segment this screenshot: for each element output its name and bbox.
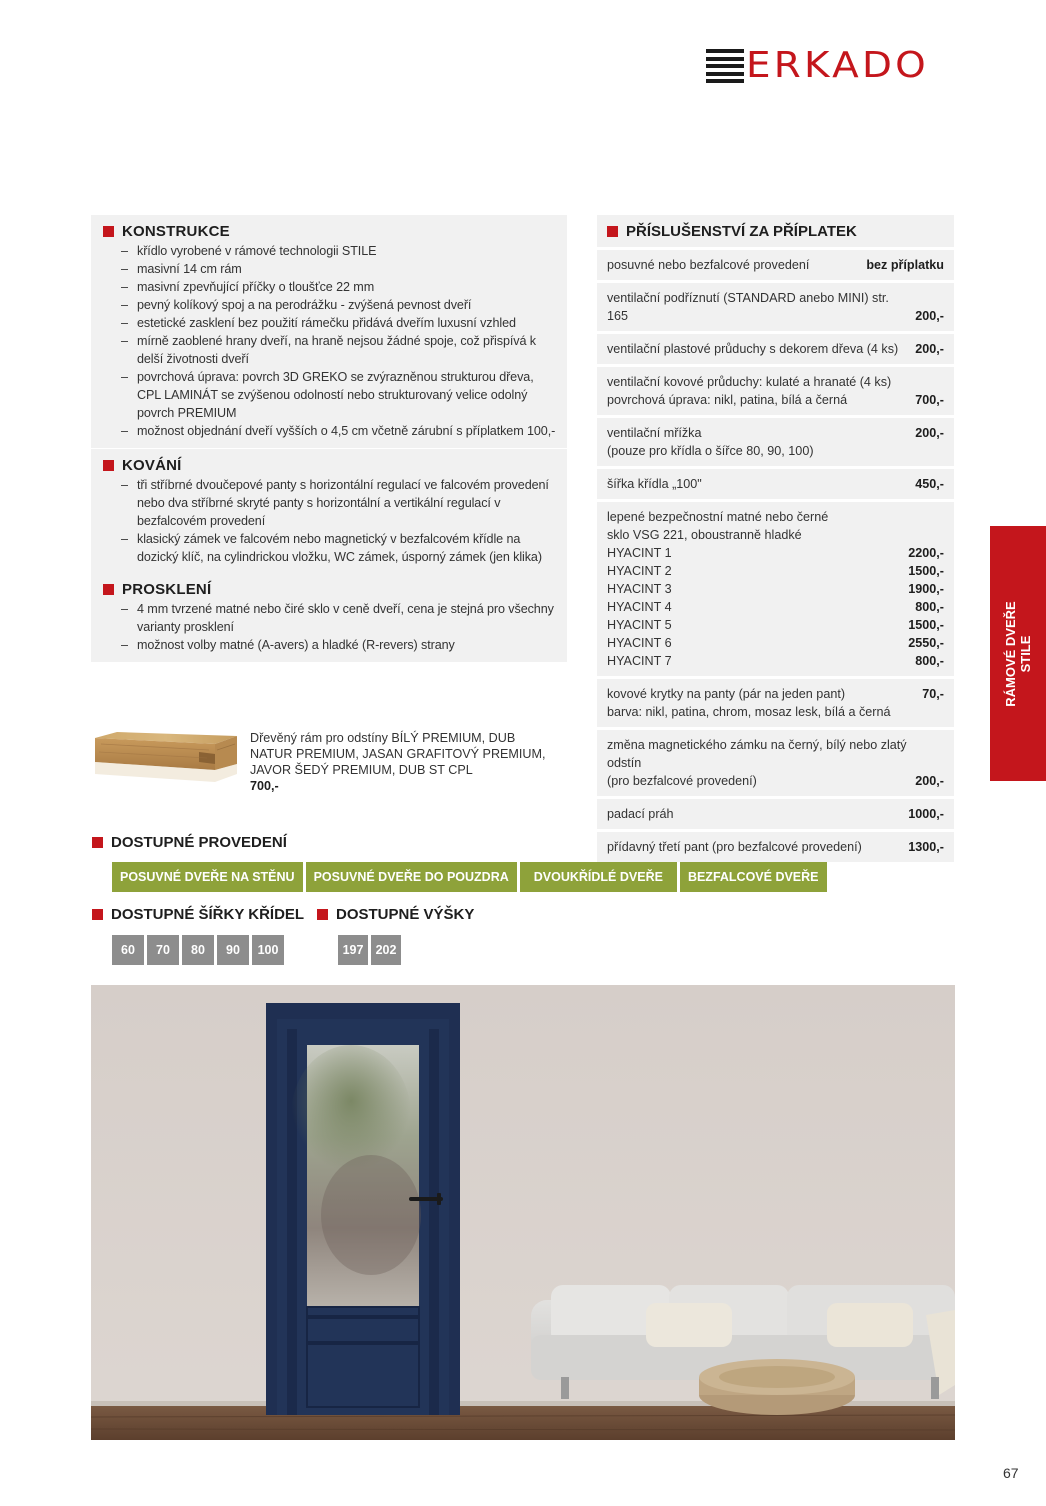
accessory-label: ventilační podříznutí (STANDARD anebo MINI) str. 165 (607, 291, 889, 323)
accessory-label: ventilační kovové průduchy: kulaté a hranaté (4 ks) povrchová úprava: nikl, patina, bílá a černá (607, 375, 892, 407)
hardware-section (91, 449, 567, 574)
heights-chips (338, 935, 401, 965)
list-item: – možnost objednání dveří vyšších o 4,5 cm včetně zárubní s příplatkem 100,- (121, 422, 557, 440)
frame-note-text: Dřevěný rám pro odstíny BÍLÝ PREMIUM, DUB NATUR PREMIUM, JASAN GRAFITOVÝ PREMIUM, JAVOR ŠEDÝ PREMIUM, DUB ST CPL (250, 731, 546, 777)
list-item: – masivní zpevňující příčky o tloušťce 22 mm (121, 278, 557, 296)
accessory-price: 200,- (915, 426, 944, 440)
accessory-price: 1000,- (908, 807, 944, 821)
door-interior-photo (91, 985, 955, 1440)
accessory-row (597, 469, 954, 499)
heights-heading (317, 906, 474, 923)
side-tab-line-1: RÁMOVÉ DVEŘE (1003, 600, 1018, 707)
logo-bars-icon (706, 49, 744, 83)
brand-logo (706, 45, 929, 86)
accessory-row (597, 418, 954, 466)
list-item: – masivní 14 cm rám (121, 260, 557, 278)
glazing-list (103, 600, 557, 654)
version-chip: POSUVNÉ DVEŘE NA STĚNU (112, 862, 303, 892)
list-item: – pevný kolíkový spoj a na perodrážku - zvýšená pevnost dveří (121, 296, 557, 314)
accessories-title: PŘÍSLUŠENSTVÍ ZA PŘÍPLATEK (626, 222, 857, 240)
brand-name: ERKADO (746, 45, 929, 86)
glass-item (607, 652, 944, 670)
versions-chips (112, 862, 827, 892)
red-square-icon (103, 226, 114, 237)
red-square-icon (103, 460, 114, 471)
accessory-row (597, 799, 954, 829)
glass-item (607, 598, 944, 616)
glass-price: 1900,- (908, 582, 944, 596)
width-chip: 80 (182, 935, 214, 965)
versions-heading (92, 834, 287, 851)
accessory-label: přídavný třetí pant (pro bezfalcové provedení) (607, 840, 862, 854)
width-chip: 70 (147, 935, 179, 965)
list-item: – možnost volby matné (A-avers) a hladké (R-revers) strany (121, 636, 557, 654)
glass-item (607, 580, 944, 598)
list-item: – povrchová úprava: povrch 3D GREKO se zvýrazněnou strukturou dřeva, CPL LAMINÁT se zvýšenou odolností nebo strukturovaný velice odolný povrch PREMIUM (121, 368, 557, 422)
red-square-icon (317, 909, 328, 920)
width-chip: 100 (252, 935, 284, 965)
glazing-section (91, 573, 567, 662)
accessory-row (597, 367, 954, 415)
glass-label-1: lepené bezpečnostní matné nebo černé (607, 510, 829, 524)
glass-options (597, 502, 954, 676)
glass-price: 800,- (915, 600, 944, 614)
accessory-price: 200,- (915, 309, 944, 323)
glass-item (607, 616, 944, 634)
accessories-panel (597, 215, 954, 865)
glass-name: HYACINT 7 (607, 654, 672, 668)
glazing-title-row (103, 581, 557, 598)
list-item: – klasický zámek ve falcovém nebo magnetický v bezfalcovém křídle na dozický klíč, na cylindrickou vložku, WC zámek, úsporný zámek (jen klika) (121, 530, 557, 566)
accessory-label: změna magnetického zámku na černý, bílý nebo zlatý odstín (pro bezfalcové provedení) (607, 738, 907, 788)
accessory-price: 450,- (915, 477, 944, 491)
construction-title: KONSTRUKCE (122, 223, 230, 240)
version-chip: POSUVNÉ DVEŘE DO POUZDRA (306, 862, 517, 892)
glass-price: 800,- (915, 654, 944, 668)
glass-item (607, 562, 944, 580)
list-item: – estetické zasklení bez použití rámečku přidává dveřím luxusní vzhled (121, 314, 557, 332)
widths-heading (92, 906, 304, 923)
wood-frame-sample-image (91, 730, 239, 790)
accessory-label: ventilační mřížka (pouze pro křídla o šířce 80, 90, 100) (607, 426, 814, 458)
list-item: – 4 mm tvrzené matné nebo čiré sklo v ceně dveří, cena je stejná pro všechny varianty prosklení (121, 600, 557, 636)
frame-note (250, 730, 550, 794)
accessory-label: kovové krytky na panty (pár na jeden pant) barva: nikl, patina, chrom, mosaz lesk, bílá a černá (607, 687, 891, 719)
widths-title: DOSTUPNÉ ŠÍŘKY KŘÍDEL (111, 906, 305, 923)
glass-name: HYACINT 3 (607, 582, 672, 596)
glass-name: HYACINT 6 (607, 636, 672, 650)
list-item: – křídlo vyrobené v rámové technologii STILE (121, 242, 557, 260)
red-square-icon (607, 226, 618, 237)
accessory-price: 70,- (922, 687, 944, 701)
accessory-label: šířka křídla „100" (607, 477, 702, 491)
heights-title: DOSTUPNÉ VÝŠKY (336, 906, 475, 923)
accessory-price: 700,- (915, 393, 944, 407)
glass-name: HYACINT 5 (607, 618, 672, 632)
red-square-icon (92, 909, 103, 920)
red-square-icon (92, 837, 103, 848)
width-chip: 60 (112, 935, 144, 965)
construction-list (103, 242, 557, 440)
width-chip: 90 (217, 935, 249, 965)
versions-title: DOSTUPNÉ PROVEDENÍ (111, 834, 287, 851)
glass-name: HYACINT 4 (607, 600, 672, 614)
red-square-icon (103, 584, 114, 595)
height-chip: 202 (371, 935, 401, 965)
version-chip: BEZFALCOVÉ DVEŘE (680, 862, 827, 892)
frame-note-price: 700,- (250, 779, 279, 793)
accessory-row (597, 250, 954, 280)
glass-name: HYACINT 2 (607, 564, 672, 578)
glass-label-2: sklo VSG 221, oboustranně hladké (607, 528, 802, 542)
height-chip: 197 (338, 935, 368, 965)
list-item: – tři stříbrné dvoučepové panty s horizontální regulací ve falcovém provedení nebo dva stříbrné skryté panty s horizontální a vertikální regulací v bezfalcovém provedení (121, 476, 557, 530)
construction-title-row (103, 223, 557, 240)
accessory-price: 200,- (915, 774, 944, 788)
accessory-price: bez příplatku (866, 258, 944, 272)
glass-price: 2200,- (908, 546, 944, 560)
hardware-title: KOVÁNÍ (122, 457, 182, 474)
glass-name: HYACINT 1 (607, 546, 672, 560)
accessory-row (597, 679, 954, 727)
accessory-row (597, 334, 954, 364)
accessories-title-row (597, 215, 954, 247)
side-tab-text (1003, 534, 1033, 774)
glass-price: 1500,- (908, 564, 944, 578)
glazing-title: PROSKLENÍ (122, 581, 212, 598)
glass-item (607, 544, 944, 562)
accessory-row (597, 283, 954, 331)
accessory-price: 200,- (915, 342, 944, 356)
side-category-tab (990, 526, 1046, 781)
version-chip: DVOUKŘÍDLÉ DVEŘE (520, 862, 677, 892)
accessory-row (597, 730, 954, 796)
page-number: 67 (1003, 1465, 1019, 1481)
accessory-label: ventilační plastové průduchy s dekorem dřeva (4 ks) (607, 342, 899, 356)
glass-price: 2550,- (908, 636, 944, 650)
construction-section (91, 215, 567, 448)
side-tab-line-2: STILE (1018, 635, 1033, 672)
hardware-list (103, 476, 557, 566)
glass-price: 1500,- (908, 618, 944, 632)
accessory-label: posuvné nebo bezfalcové provedení (607, 258, 810, 272)
accessory-row (597, 832, 954, 862)
widths-chips (112, 935, 284, 965)
hardware-title-row (103, 457, 557, 474)
glass-item (607, 634, 944, 652)
accessory-label: padací práh (607, 807, 674, 821)
accessory-price: 1300,- (908, 840, 944, 854)
list-item: – mírně zaoblené hrany dveří, na hraně nejsou žádné spoje, což přispívá k delší životnosti dveří (121, 332, 557, 368)
